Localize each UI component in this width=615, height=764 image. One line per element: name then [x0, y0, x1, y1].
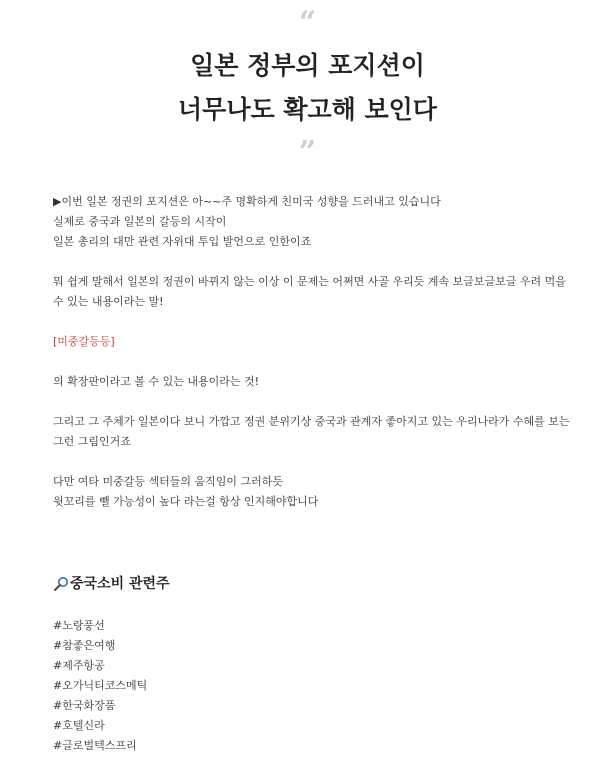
- quote-title-line-2: 너무나도 확고해 보인다: [178, 95, 437, 124]
- body-paragraph: 뭐 쉽게 말해서 일본의 정권이 바뀌지 않는 이상 이 문제는 어쩌면 사골 우리듯 계속 보글보글보글 우려 먹을 수 있는 내용이라는 말!: [53, 275, 566, 308]
- section-heading-text: 중국소비 관련주: [70, 576, 170, 592]
- body-line: 다만 여타 미중갈등 섹터들의 움직임이 그러하듯: [53, 475, 284, 488]
- body-line: 일본 총리의 대만 관련 자위대 투입 발언으로 인한이죠: [53, 235, 312, 248]
- body-line: 윗꼬리를 뺄 가능성이 높다 라는걸 항상 인지해야합니다: [53, 495, 319, 508]
- tag-item: #참좋은여행: [53, 639, 116, 652]
- tag-item: #노랑풍선: [53, 619, 105, 632]
- tag-list: [53, 616, 573, 756]
- quote-title-line-1: 일본 정부의 포지션이: [190, 51, 425, 80]
- tag-item: #한국화장품: [53, 699, 116, 712]
- magnifier-icon: [53, 576, 69, 592]
- tag-item: #오가닉티코스메틱: [53, 679, 148, 692]
- tag-item: #호텔신라: [53, 719, 105, 732]
- body-line: 실제로 중국과 일본의 갈등의 시작이: [53, 215, 227, 228]
- highlight-text: [미중갈등등]: [53, 335, 115, 348]
- quote-title: [0, 44, 615, 132]
- close-quote-mark: ”: [298, 135, 317, 170]
- section-heading: [53, 572, 573, 596]
- tag-item: #제주항공: [53, 659, 105, 672]
- body-paragraph: 의 확장판이라고 볼 수 있는 내용이라는 것!: [53, 375, 260, 388]
- article-body: [53, 192, 573, 756]
- tag-item: #글로벌텍스프리: [53, 739, 137, 752]
- body-paragraph: 그리고 그 주체가 일본이다 보니 가깝고 정권 분위기상 중국과 관계자 좋아지고 있는 우리나라가 수혜를 보는 그런 그림인거죠: [53, 415, 570, 448]
- body-line: ▶이번 일본 정권의 포지션은 아~~주 명확하게 친미국 성향을 드러내고 있습니다: [53, 195, 441, 208]
- pull-quote: [0, 5, 615, 170]
- open-quote-mark: “: [298, 5, 317, 40]
